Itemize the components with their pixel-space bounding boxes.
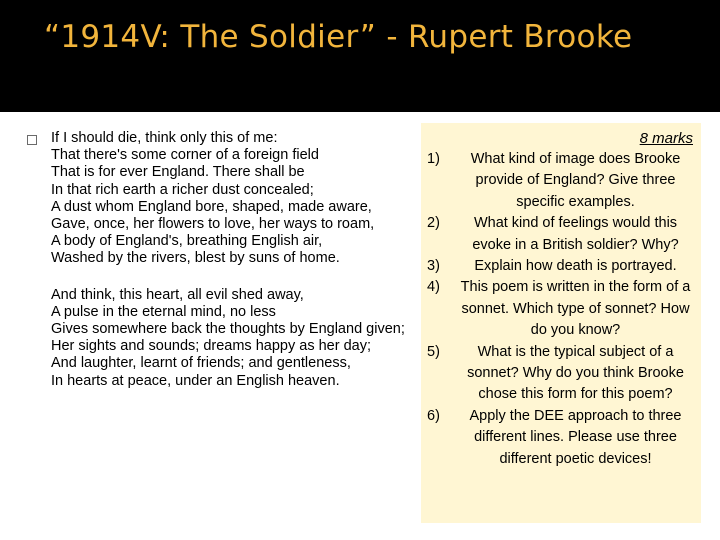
- question-text: What kind of feelings would this evoke in a British soldier? Why?: [472, 215, 679, 253]
- question-number: 1): [427, 151, 440, 167]
- question-text: What is the typical subject of a sonnet? Why do you think Brooke chose this form for this poem?: [467, 343, 684, 403]
- poem-line: Washed by the rivers, blest by suns of home.: [51, 250, 340, 267]
- question-item: [427, 149, 695, 213]
- poem-line: That there's some corner of a foreign field: [51, 147, 319, 164]
- poem-line: In hearts at peace, under an English heaven.: [51, 372, 340, 389]
- questions-panel: [421, 123, 701, 523]
- question-item: [427, 342, 695, 406]
- marks-label: 8 marks: [639, 130, 693, 147]
- poem-stanza-1: [51, 130, 411, 268]
- poem-line: That is for ever England. There shall be: [51, 164, 305, 181]
- poem-line: And laughter, learnt of friends; and gentleness,: [51, 355, 351, 372]
- question-list: [427, 149, 695, 470]
- question-number: 5): [427, 343, 440, 360]
- poem-line: In that rich earth a richer dust concealed;: [51, 181, 314, 198]
- poem-line: Gives somewhere back the thoughts by England given;: [51, 321, 405, 338]
- poem-line: Her sights and sounds; dreams happy as her day;: [51, 338, 371, 355]
- question-text: What kind of image does Brooke provide of England? Give three specific examples.: [470, 151, 681, 210]
- question-item: [427, 277, 695, 341]
- poem-line: A body of England's, breathing English air,: [51, 233, 323, 250]
- question-text: This poem is written in the form of a sonnet. Which type of sonnet? How do you know?: [460, 279, 691, 339]
- question-item: [427, 213, 695, 256]
- slide-title: “1914V: The Soldier” - Rupert Brooke: [44, 19, 633, 55]
- poem-block: [24, 130, 414, 390]
- poem-line: A pulse in the eternal mind, no less: [51, 303, 276, 320]
- question-number: 4): [427, 279, 440, 296]
- question-item: [427, 406, 695, 470]
- question-item: [427, 256, 695, 277]
- question-number: 2): [427, 215, 440, 232]
- question-text: Explain how death is portrayed.: [474, 258, 677, 275]
- question-number: 6): [427, 407, 440, 424]
- poem-stanza-2: [51, 287, 411, 390]
- poem-line: Gave, once, her flowers to love, her ways to roam,: [51, 216, 375, 233]
- square-bullet-icon: [27, 135, 37, 145]
- question-number: 3): [427, 258, 440, 275]
- title-band: [0, 0, 720, 112]
- poem-line: If I should die, think only this of me:: [51, 130, 278, 146]
- poem-line: And think, this heart, all evil shed away,: [51, 286, 304, 303]
- question-text: Apply the DEE approach to three different lines. Please use three different poetic devices!: [469, 407, 682, 467]
- poem-line: A dust whom England bore, shaped, made aware,: [51, 198, 372, 215]
